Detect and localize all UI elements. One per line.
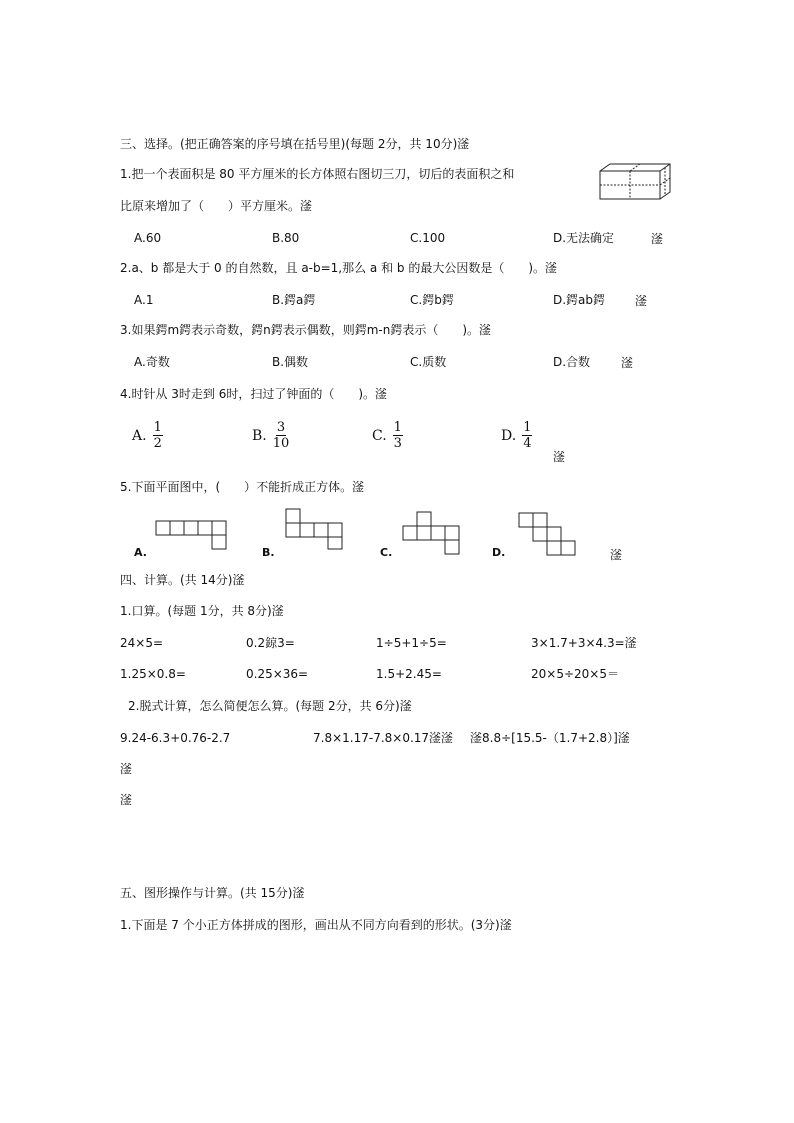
q3-text: 3.如果鍔m鍔表示奇数，鍔n鍔表示偶数，则鍔m-n鍔表示（ )。滏 <box>120 323 492 337</box>
q4-option-c-label: C. <box>372 427 387 444</box>
q4-option-b-num: 3 <box>276 420 286 435</box>
q1-option-a[interactable]: A.60 <box>134 231 162 245</box>
oral-title: 1.口算。(每题 1分，共 8分)滏 <box>120 604 284 618</box>
oral-3: 1÷5+1÷5= <box>376 636 447 650</box>
q5-option-d[interactable]: D. <box>492 546 506 559</box>
step-2: 7.8×1.17-7.8×0.17滏滏 <box>313 731 454 745</box>
q3-option-d[interactable]: D.合数 <box>553 355 591 369</box>
q4-option-d[interactable] <box>501 420 532 451</box>
oral-2: 0.2鍄3= <box>246 636 295 650</box>
oral-4: 3×1.7+3×4.3=滏 <box>531 636 637 650</box>
q4-option-b-den: 10 <box>272 436 290 451</box>
q2-text: 2.a、b 都是大于 0 的自然数，且 a-b=1,那么 a 和 b 的最大公因数是（ )。滏 <box>120 261 558 275</box>
q2-option-d[interactable]: D.鍔ab鍔 <box>553 293 606 307</box>
oral-1: 24×5= <box>120 636 164 650</box>
q5-option-b[interactable]: B. <box>262 546 275 559</box>
step-title: 2.脱式计算，怎么简便怎么算。(每题 2分，共 6分)滏 <box>128 699 412 713</box>
q1-option-c[interactable]: C.100 <box>410 231 446 245</box>
cube-net-c <box>402 511 460 555</box>
q1-line1: 1.把一个表面积是 80 平方厘米的长方体照右图切三刀，切后的表面积之和 <box>120 167 515 181</box>
q5-option-c[interactable]: C. <box>380 546 393 559</box>
q2-option-c[interactable]: C.鍔b鍔 <box>410 293 454 307</box>
oral-8: 20×5÷20×5＝ <box>531 667 619 681</box>
filler-2: 滏 <box>120 793 133 807</box>
q2-option-a[interactable]: A.1 <box>134 293 154 307</box>
section4-title: 四、计算。(共 14分)滏 <box>120 573 245 587</box>
q4-option-b-label: B. <box>252 427 267 444</box>
section5-q1: 1.下面是 7 个小正方体拼成的图形，画出从不同方向看到的形状。(3分)滏 <box>120 918 512 932</box>
q1-mark: 滏 <box>651 232 664 246</box>
oral-6: 0.25×36= <box>246 667 309 681</box>
q5-mark: 滏 <box>610 548 623 562</box>
cube-net-d <box>518 512 576 556</box>
q2-option-b[interactable]: B.鍔a鍔 <box>272 293 316 307</box>
q1-option-d[interactable]: D.无法确定 <box>553 231 615 245</box>
q3-mark: 滏 <box>621 356 634 370</box>
q4-text: 4.时针从 3时走到 6时，扫过了钟面的（ )。滏 <box>120 387 388 401</box>
q4-option-d-label: D. <box>501 427 517 444</box>
q4-option-d-den: 4 <box>523 436 532 451</box>
filler-1: 滏 <box>120 762 133 776</box>
q4-option-a-num: 1 <box>153 420 162 435</box>
q4-option-a[interactable] <box>132 420 163 451</box>
q1-line2: 比原来增加了（ ）平方厘米。滏 <box>120 199 313 213</box>
cuboid-figure <box>598 162 672 202</box>
section3-title: 三、选择。(把正确答案的序号填在括号里)(每题 2分，共 10分)滏 <box>120 137 470 151</box>
cube-net-a <box>155 520 227 550</box>
oral-7: 1.5+2.45= <box>376 667 442 681</box>
q4-mark: 滏 <box>553 450 566 464</box>
q2-mark: 滏 <box>635 294 648 308</box>
q4-option-c-num: 1 <box>393 420 402 435</box>
q4-option-c-den: 3 <box>393 436 402 451</box>
q5-option-a[interactable]: A. <box>134 546 147 559</box>
step-1: 9.24-6.3+0.76-2.7 <box>120 731 231 745</box>
q3-option-c[interactable]: C.质数 <box>410 355 447 369</box>
q4-option-b[interactable] <box>252 420 289 451</box>
q1-option-b[interactable]: B.80 <box>272 231 300 245</box>
step-3: 滏8.8÷[15.5-（1.7+2.8）]滏 <box>470 731 630 745</box>
q4-option-c[interactable] <box>372 420 403 451</box>
section5-title: 五、图形操作与计算。(共 15分)滏 <box>120 886 305 900</box>
q5-text: 5.下面平面图中，( ）不能折成正方体。滏 <box>120 480 365 494</box>
q4-option-a-den: 2 <box>153 436 162 451</box>
q3-option-a[interactable]: A.奇数 <box>134 355 170 369</box>
cube-net-b <box>285 508 343 550</box>
q4-option-d-num: 1 <box>523 420 532 435</box>
q3-option-b[interactable]: B.偶数 <box>272 355 309 369</box>
oral-5: 1.25×0.8= <box>120 667 186 681</box>
q4-option-a-label: A. <box>132 427 147 444</box>
